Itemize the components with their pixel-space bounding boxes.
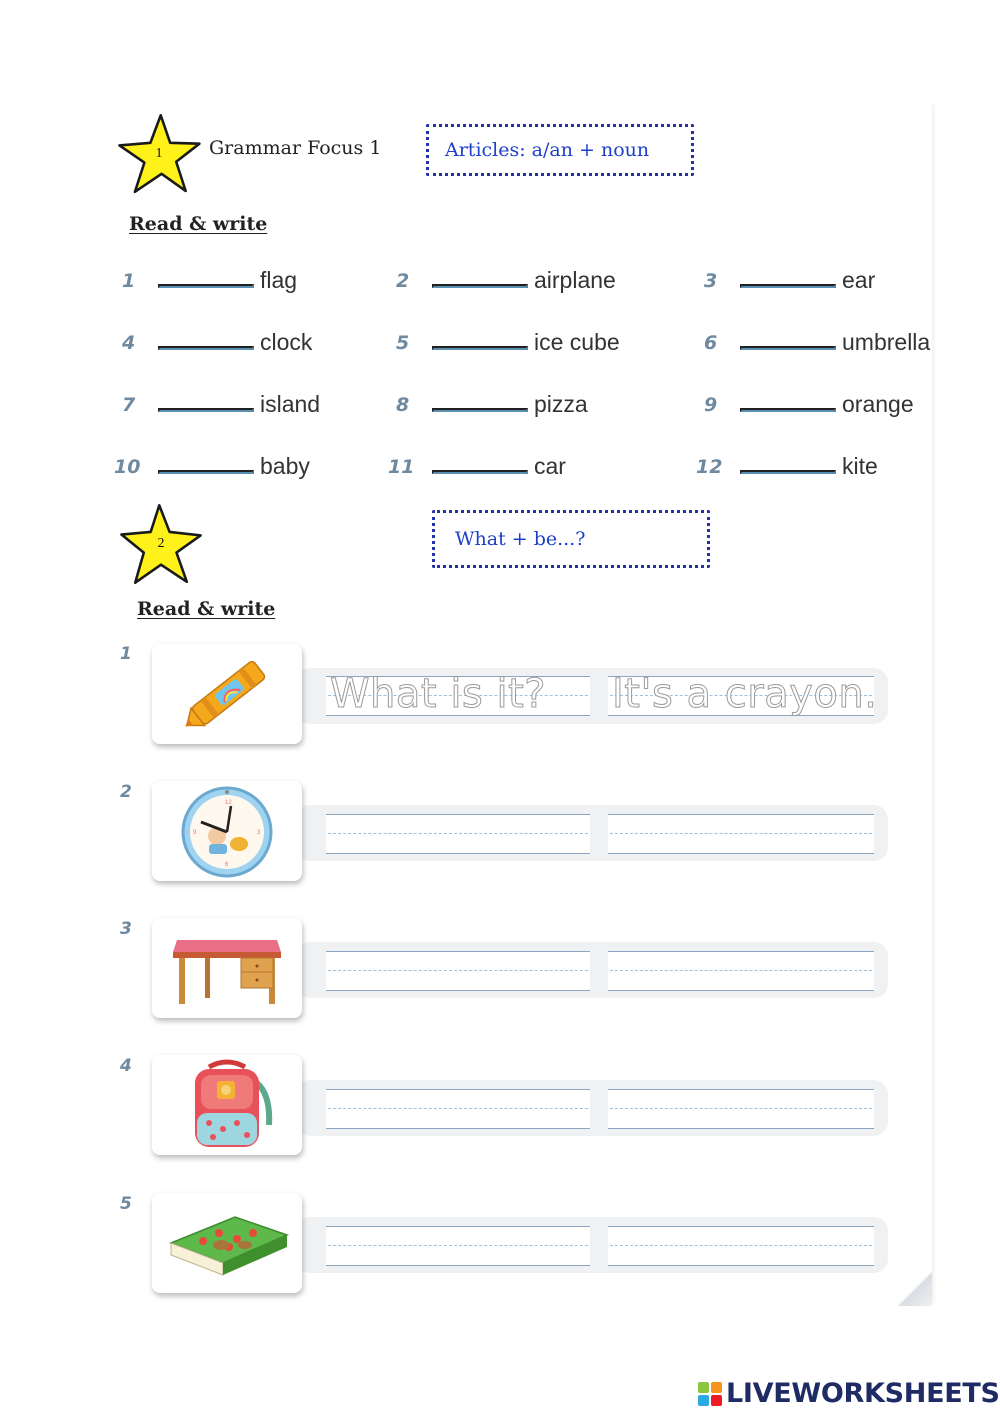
exercise-1-instruction: Read & write	[129, 213, 268, 235]
svg-text:6: 6	[225, 862, 229, 868]
answer-field[interactable]	[608, 951, 874, 991]
svg-text:12: 12	[225, 800, 232, 806]
article-blank-input[interactable]	[158, 346, 254, 350]
article-blank-input[interactable]	[740, 408, 836, 412]
crayon-picture	[152, 644, 302, 744]
exercise-1-item	[704, 326, 930, 356]
article-blank-input[interactable]	[740, 470, 836, 474]
article-blank-input[interactable]	[432, 284, 528, 288]
article-blank-input[interactable]	[432, 470, 528, 474]
item-number: 12	[696, 456, 723, 478]
clock-picture	[152, 781, 302, 881]
item-number: 4	[122, 332, 136, 354]
liveworksheets-logo[interactable]	[698, 1378, 1000, 1409]
crayon-icon	[172, 649, 282, 739]
question-field[interactable]	[326, 951, 590, 991]
liveworksheets-logo-text: LIVEWORKSHEETS	[726, 1378, 1000, 1409]
backpack-icon	[177, 1059, 277, 1151]
item-word: ice cube	[534, 329, 620, 355]
answer-field[interactable]	[608, 814, 874, 854]
question-field[interactable]	[326, 671, 590, 717]
item-number: 2	[396, 270, 410, 292]
star-number: 1	[155, 146, 163, 161]
desk-picture	[152, 918, 302, 1018]
article-blank-input[interactable]	[740, 346, 836, 350]
exercise-1-item	[396, 264, 616, 294]
item-number: 7	[122, 394, 136, 416]
item-word: clock	[260, 329, 313, 355]
item-word: car	[534, 453, 566, 479]
writing-strip	[296, 1217, 888, 1273]
exercise-1-item	[396, 326, 620, 356]
exercise-1-title-text: Articles: a/an + noun	[445, 139, 650, 161]
article-blank-input[interactable]	[740, 284, 836, 288]
answer-field[interactable]	[608, 1089, 874, 1129]
exercise-1-item	[388, 450, 566, 480]
exercise-1-item	[396, 388, 588, 418]
article-blank-input[interactable]	[432, 408, 528, 412]
row-number: 2	[120, 782, 132, 802]
exercise-2-instruction: Read & write	[137, 598, 276, 620]
exercise-1-title	[426, 124, 694, 176]
item-word: pizza	[534, 391, 588, 417]
exercise-1-item	[122, 388, 320, 418]
desk-icon	[169, 928, 285, 1008]
row-number: 1	[120, 644, 132, 664]
item-word: island	[260, 391, 321, 417]
book-icon	[163, 1203, 291, 1283]
item-number: 3	[704, 270, 718, 292]
star-number: 2	[157, 536, 165, 551]
exercise-1-item	[114, 450, 310, 480]
exercise-2-title	[432, 510, 710, 568]
item-word: ear	[842, 267, 876, 293]
writing-strip	[296, 1080, 888, 1136]
exercise-1-item	[704, 388, 914, 418]
article-blank-input[interactable]	[158, 284, 254, 288]
page-corner-fold	[898, 1272, 932, 1306]
item-number: 6	[704, 332, 718, 354]
item-word: flag	[260, 267, 298, 293]
star-badge-2	[118, 502, 204, 586]
item-number: 1	[122, 270, 136, 292]
question-field[interactable]	[326, 814, 590, 854]
traced-question: What is it?	[330, 671, 547, 717]
svg-text:3: 3	[257, 830, 261, 836]
exercise-1-item	[696, 450, 878, 480]
traced-answer: It's a crayon.	[612, 671, 878, 717]
answer-field[interactable]	[608, 1226, 874, 1266]
row-number: 4	[120, 1056, 132, 1076]
backpack-picture	[152, 1055, 302, 1155]
article-blank-input[interactable]	[432, 346, 528, 350]
question-field[interactable]	[326, 1089, 590, 1129]
question-field[interactable]	[326, 1226, 590, 1266]
grammar-focus-label: Grammar Focus 1	[209, 137, 382, 159]
exercise-1-item	[122, 264, 297, 294]
item-word: airplane	[534, 267, 616, 293]
exercise-2-title-text: What + be...?	[455, 528, 586, 550]
writing-strip	[296, 668, 888, 724]
item-word: umbrella	[842, 329, 931, 355]
item-number: 8	[396, 394, 410, 416]
article-blank-input[interactable]	[158, 470, 254, 474]
book-picture	[152, 1193, 302, 1293]
item-word: baby	[260, 453, 310, 479]
row-number: 3	[120, 919, 132, 939]
clock-icon	[177, 784, 277, 878]
answer-field[interactable]	[608, 671, 878, 717]
exercise-1-item	[704, 264, 875, 294]
item-number: 5	[396, 332, 410, 354]
writing-strip	[296, 805, 888, 861]
item-number: 10	[114, 456, 141, 478]
exercise-1-item	[122, 326, 312, 356]
item-word: orange	[842, 391, 914, 417]
item-word: kite	[842, 453, 878, 479]
item-number: 11	[388, 456, 415, 478]
row-number: 5	[120, 1194, 132, 1214]
star-badge-1	[116, 112, 202, 196]
writing-strip	[296, 942, 888, 998]
svg-text:9: 9	[193, 830, 197, 836]
item-number: 9	[704, 394, 718, 416]
article-blank-input[interactable]	[158, 408, 254, 412]
liveworksheets-logo-icon	[698, 1382, 722, 1406]
